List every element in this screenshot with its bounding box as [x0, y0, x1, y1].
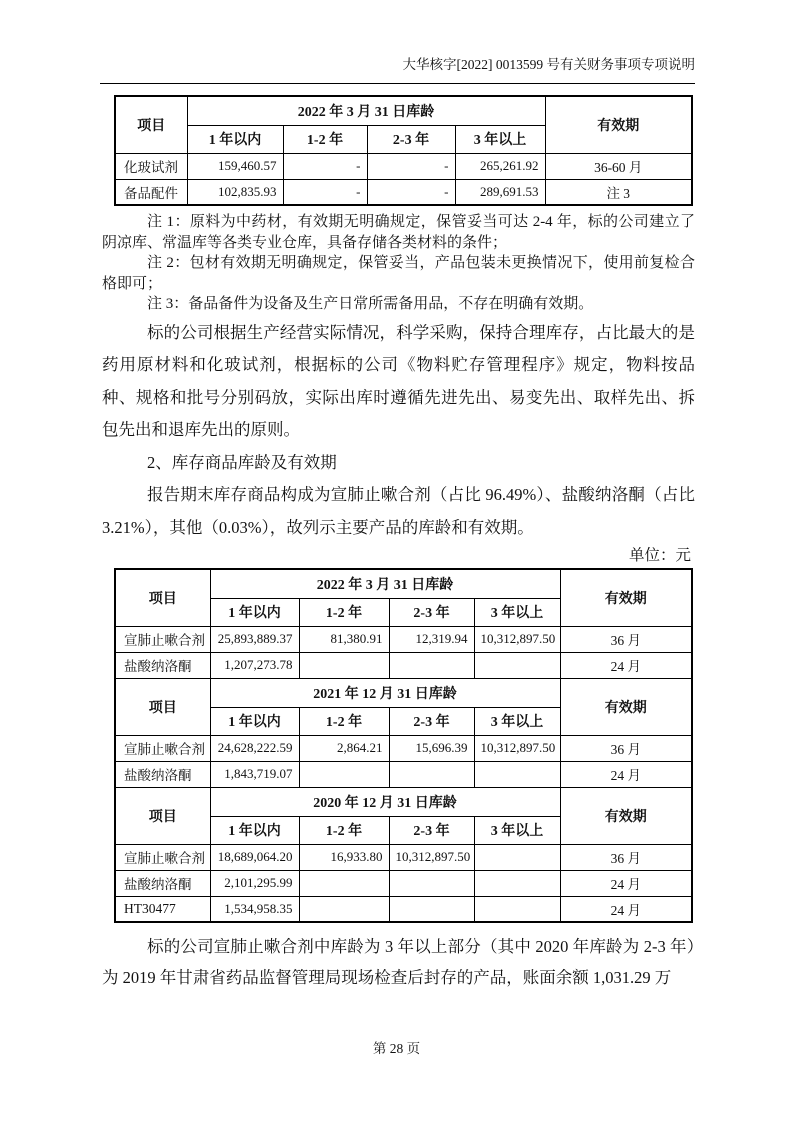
- note-3: 注 3：备品备件为设备及生产日常所需备用品，不存在明确有效期。: [147, 296, 594, 312]
- body-paragraph: 报告期末库存商品构成为宣肺止嗽合剂（占比 96.49%）、盐酸纳洛酮（占比 3.21%），其他（0.03%），故列示主要产品的库龄和有效期。: [102, 485, 695, 537]
- validity-cell: 注 3: [545, 179, 692, 205]
- item-cell: 宣肺止嗽合剂: [115, 735, 210, 761]
- validity-cell: 36 月: [560, 735, 692, 761]
- value-cell: [474, 844, 560, 870]
- col-header-over-3y: 3 年以上: [455, 125, 545, 153]
- col-header-1-2y: 1-2 年: [299, 598, 389, 626]
- table-row: [115, 626, 692, 652]
- value-cell: 16,933.80: [299, 844, 389, 870]
- value-cell: -: [283, 153, 367, 179]
- value-cell: 25,893,889.37: [210, 626, 299, 652]
- table-header-row: [115, 787, 692, 816]
- table-row: [115, 896, 692, 922]
- col-header-validity: 有效期: [545, 96, 692, 153]
- col-header-validity: 有效期: [560, 678, 692, 735]
- page-header: [100, 56, 695, 84]
- value-cell: [474, 896, 560, 922]
- value-cell: [299, 761, 389, 787]
- col-header-1-2y: 1-2 年: [299, 816, 389, 844]
- header-title: 大华核字[2022] 0013599 号有关财务事项专项说明: [402, 57, 695, 72]
- table-row: [115, 735, 692, 761]
- value-cell: 10,312,897.50: [474, 626, 560, 652]
- validity-cell: 24 月: [560, 870, 692, 896]
- col-header-1-2y: 1-2 年: [283, 125, 367, 153]
- value-cell: 10,312,897.50: [474, 735, 560, 761]
- value-cell: [389, 896, 474, 922]
- value-cell: 15,696.39: [389, 735, 474, 761]
- col-header-2-3y: 2-3 年: [389, 598, 474, 626]
- value-cell: 1,207,273.78: [210, 652, 299, 678]
- table-row: [115, 761, 692, 787]
- col-header-item: 项目: [115, 787, 210, 844]
- table-row: [115, 870, 692, 896]
- col-header-1-2y: 1-2 年: [299, 707, 389, 735]
- value-cell: [299, 652, 389, 678]
- table-row: [115, 652, 692, 678]
- value-cell: [389, 761, 474, 787]
- col-header-within-1y: 1 年以内: [210, 598, 299, 626]
- col-header-item: 项目: [115, 678, 210, 735]
- col-header-2-3y: 2-3 年: [389, 707, 474, 735]
- value-cell: 18,689,064.20: [210, 844, 299, 870]
- col-header-period: 2022 年 3 月 31 日库龄: [187, 96, 545, 125]
- col-header-2-3y: 2-3 年: [389, 816, 474, 844]
- validity-cell: 36 月: [560, 844, 692, 870]
- table-row: [115, 844, 692, 870]
- col-header-period-2022: 2022 年 3 月 31 日库龄: [210, 569, 560, 598]
- validity-cell: 24 月: [560, 652, 692, 678]
- body-paragraph: 标的公司宣肺止嗽合剂中库龄为 3 年以上部分（其中 2020 年库龄为 2-3 年）为 2019 年甘肃省药品监督管理局现场检查后封存的产品，账面余额 1,031.29 万: [102, 937, 695, 987]
- value-cell: 10,312,897.50: [389, 844, 474, 870]
- value-cell: 1,843,719.07: [210, 761, 299, 787]
- col-header-over-3y: 3 年以上: [474, 816, 560, 844]
- value-cell: -: [367, 179, 455, 205]
- unit-label: 单位：元: [628, 547, 691, 564]
- value-cell: [474, 870, 560, 896]
- value-cell: [474, 652, 560, 678]
- col-header-validity: 有效期: [560, 787, 692, 844]
- validity-cell: 36 月: [560, 626, 692, 652]
- col-header-item: 项目: [115, 96, 187, 153]
- value-cell: 2,864.21: [299, 735, 389, 761]
- value-cell: [389, 870, 474, 896]
- table-row: [115, 179, 692, 205]
- col-header-over-3y: 3 年以上: [474, 598, 560, 626]
- value-cell: [474, 761, 560, 787]
- table-header-row: [115, 569, 692, 598]
- body-paragraph: 标的公司根据生产经营实际情况，科学采购，保持合理库存，占比最大的是药用原材料和化玻试剂，根据标的公司《物料贮存管理程序》规定，物料按品种、规格和批号分别码放，实际出库时遵循先进先出、易变先出、取样先出、拆包先出和退库先出的原则。: [102, 322, 695, 439]
- col-header-2-3y: 2-3 年: [367, 125, 455, 153]
- value-cell: 159,460.57: [187, 153, 283, 179]
- item-cell: 宣肺止嗽合剂: [115, 626, 210, 652]
- validity-cell: 24 月: [560, 896, 692, 922]
- col-header-within-1y: 1 年以内: [210, 816, 299, 844]
- col-header-item: 项目: [115, 569, 210, 626]
- note-1: 注 1：原料为中药材，有效期无明确规定，保管妥当可达 2-4 年，标的公司建立了阴凉库、常温库等各类专业仓库，具备存储各类材料的条件；: [102, 214, 695, 251]
- inventory-aging-table: [114, 568, 693, 923]
- item-cell: 盐酸纳洛酮: [115, 870, 210, 896]
- value-cell: [389, 652, 474, 678]
- table-notes: [102, 212, 695, 315]
- value-cell: 289,691.53: [455, 179, 545, 205]
- value-cell: -: [367, 153, 455, 179]
- value-cell: 1,534,958.35: [210, 896, 299, 922]
- item-cell: 化玻试剂: [115, 153, 187, 179]
- value-cell: 102,835.93: [187, 179, 283, 205]
- value-cell: 265,261.92: [455, 153, 545, 179]
- item-cell: 备品配件: [115, 179, 187, 205]
- section-heading: 2、库存商品库龄及有效期: [147, 452, 337, 472]
- item-cell: 宣肺止嗽合剂: [115, 844, 210, 870]
- col-header-period-2021: 2021 年 12 月 31 日库龄: [210, 678, 560, 707]
- value-cell: -: [283, 179, 367, 205]
- page-number: 第 28 页: [372, 1041, 421, 1056]
- value-cell: 12,319.94: [389, 626, 474, 652]
- value-cell: 2,101,295.99: [210, 870, 299, 896]
- item-cell: 盐酸纳洛酮: [115, 652, 210, 678]
- validity-cell: 36-60 月: [545, 153, 692, 179]
- item-cell: HT30477: [115, 896, 210, 922]
- value-cell: 24,628,222.59: [210, 735, 299, 761]
- materials-aging-table: [114, 95, 693, 206]
- note-2: 注 2：包材有效期无明确规定，保管妥当，产品包装未更换情况下，使用前复检合格即可；: [102, 255, 695, 292]
- col-header-validity: 有效期: [560, 569, 692, 626]
- value-cell: [299, 896, 389, 922]
- col-header-within-1y: 1 年以内: [210, 707, 299, 735]
- col-header-within-1y: 1 年以内: [187, 125, 283, 153]
- col-header-over-3y: 3 年以上: [474, 707, 560, 735]
- col-header-period-2020: 2020 年 12 月 31 日库龄: [210, 787, 560, 816]
- item-cell: 盐酸纳洛酮: [115, 761, 210, 787]
- validity-cell: 24 月: [560, 761, 692, 787]
- table-header-row: [115, 96, 692, 125]
- page-footer: [0, 1037, 793, 1057]
- value-cell: 81,380.91: [299, 626, 389, 652]
- table-row: [115, 153, 692, 179]
- table-header-row: [115, 678, 692, 707]
- value-cell: [299, 870, 389, 896]
